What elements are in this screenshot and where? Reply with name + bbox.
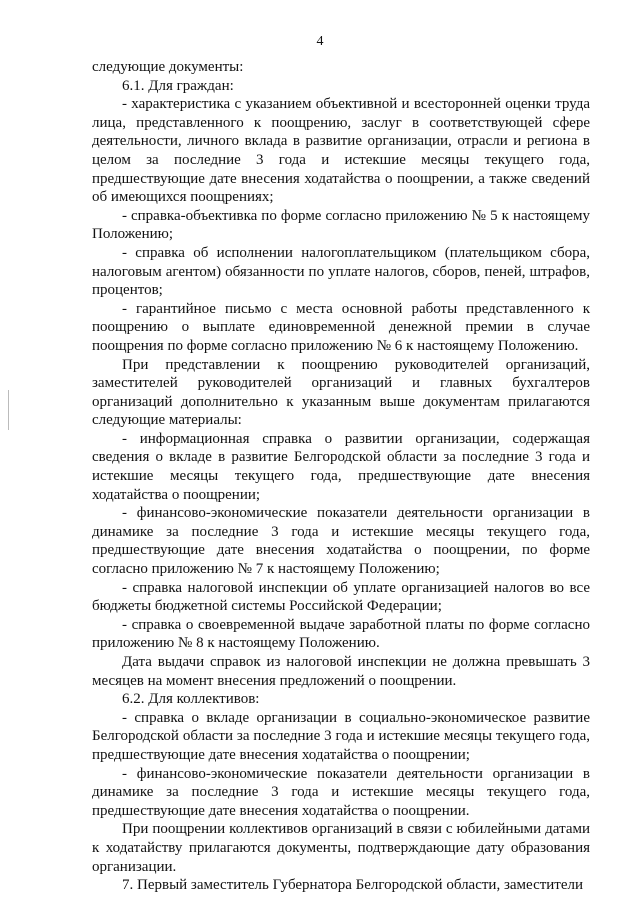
paragraph: При поощрении коллективов организаций в связи с юбилейными датами к ходатайству прилагаются документы, подтверждающие дату образования организации. bbox=[92, 821, 590, 875]
list-item: - справка о своевременной выдаче заработной платы по форме согласно приложению № 8 к настоящему Положению. bbox=[92, 616, 590, 652]
list-item: - финансово-экономические показатели деятельности организации в динамике за последние 3 года и истекшие месяцы текущего года, предшествующие дате внесения ходатайства о поощрении, по форме согласно приложению № 7 к настоящему Положению; bbox=[92, 505, 590, 578]
paragraph: Дата выдачи справок из налоговой инспекции не должна превышать 3 месяцев на момент внесения предложений о поощрении. bbox=[92, 654, 590, 689]
list-item: - информационная справка о развитии организации, содержащая сведения о вкладе в развитие Белгородской области за последние 3 года и истекшие месяцы текущего года, предшествующие дате внесения ходатайства о поощрении; bbox=[92, 430, 590, 503]
paragraph: При представлении к поощрению руководителей организаций, заместителей руководителей организаций и главных бухгалтеров организаций дополнительно к указанным выше документам прилагаются следующие материалы: bbox=[92, 356, 590, 429]
paragraph-heading-citizens: 6.1. Для граждан: bbox=[122, 77, 234, 94]
list-item: - справка налоговой инспекции об уплате организацией налогов во все бюджеты бюджетной системы Российской Федерации; bbox=[92, 579, 590, 615]
list-item: - гарантийное письмо с места основной работы представленного к поощрению о выплате единовременной денежной премии в случае поощрения по форме согласно приложению № 6 к настоящему Положению. bbox=[92, 300, 590, 354]
paragraph: следующие документы: bbox=[92, 59, 244, 75]
document-body bbox=[92, 58, 590, 895]
paragraph: 7. Первый заместитель Губернатора Белгородской области, заместители bbox=[122, 877, 584, 894]
list-item: - финансово-экономические показатели деятельности организации в динамике за последние 3 года и истекшие месяцы текущего года, предшествующие дате внесения ходатайства о поощрении. bbox=[92, 765, 590, 819]
page-number: 4 bbox=[316, 34, 324, 49]
list-item: - справка-объективка по форме согласно приложению № 5 к настоящему Положению; bbox=[92, 207, 590, 243]
list-item: - справка об исполнении налогоплательщиком (плательщиком сбора, налоговым агентом) обязанности по уплате налогов, сборов, пеней, штрафов, процентов; bbox=[92, 244, 590, 299]
scan-artifact-line bbox=[8, 390, 9, 430]
list-item: - справка о вкладе организации в социально-экономическое развитие Белгородской области за последние 3 года и истекшие месяцы текущего года, предшествующие дате внесения ходатайства о поощрении; bbox=[92, 709, 590, 763]
paragraph-heading-collectives: 6.2. Для коллективов: bbox=[122, 691, 260, 708]
list-item: - характеристика с указанием объективной и всесторонней оценки труда лица, представленного к поощрению, заслуг в соответствующей сфере деятельности, личного вклада в развитие организации, отрасли и региона в целом за последние 3 года и истекшие месяцы текущего года, предшествующие дате внесения ходатайства о поощрении, а также сведений об имеющихся поощрениях; bbox=[92, 96, 590, 206]
